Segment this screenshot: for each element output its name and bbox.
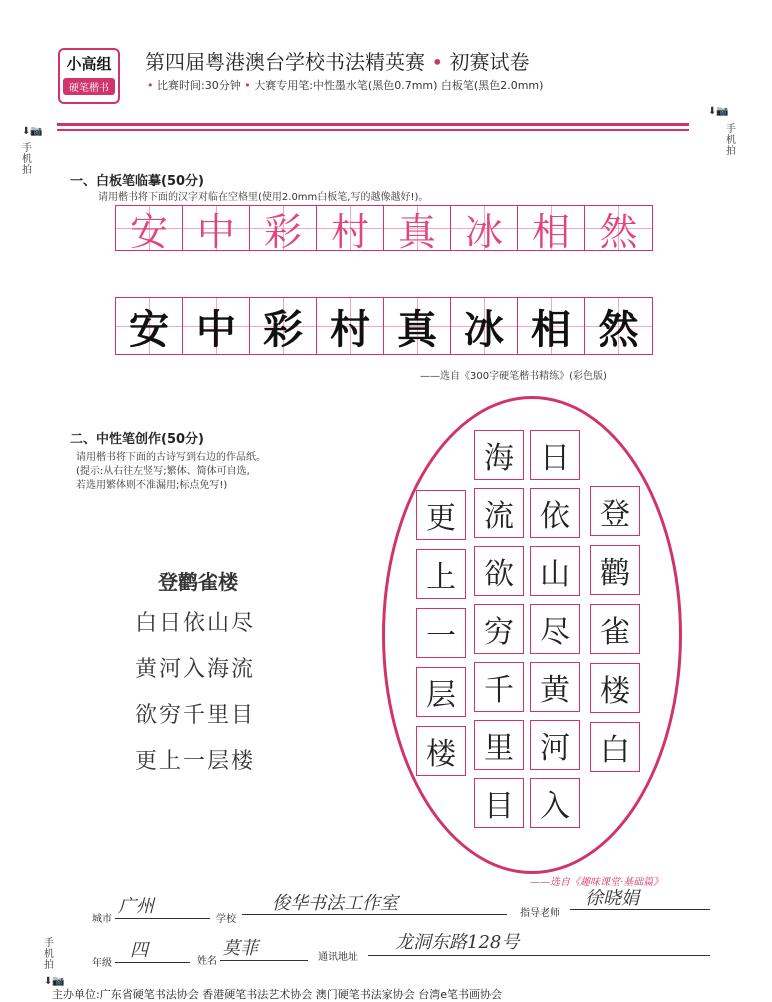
work-char: 楼 [416,726,466,776]
camera-icon: ⬇📷 [708,106,729,117]
model-char: 然 [585,206,652,250]
address-field[interactable]: 龙洞东路128号 [395,932,520,953]
model-char: 真 [384,206,451,250]
name-field[interactable]: 莫菲 [222,938,258,959]
name-underline [220,960,308,961]
section2-source: ——选自《趣味课堂·基础篇》 [530,877,664,888]
work-char: 登 [590,486,640,536]
work-char: 白 [590,722,640,772]
school-label: 学校 [216,914,236,925]
name-label: 姓名 [197,956,217,967]
city-label: 城市 [92,914,112,925]
group-badge [58,48,120,104]
organizer-footer: 主办单位:广东省硬笔书法协会 香港硬笔书法艺术协会 澳门硬笔书法家协会 台湾e笔书画协会 [52,988,502,1001]
title-main: 第四届粤港澳台学校书法精英赛 [145,50,425,74]
grade-label: 年级 [92,958,112,969]
section2-instruction-2: (提示:从右往左竖写;繁体、简体可自选, [76,466,250,477]
work-char: 千 [474,662,524,712]
teacher-label: 指导老师 [520,908,560,919]
work-char: 流 [474,488,524,538]
work-char: 入 [530,778,580,828]
badge-group-label: 小高组 [66,55,112,73]
model-char-grid [115,205,653,254]
section2-instruction-3: 若选用繁体则不准漏用;标点免写!) [76,480,228,491]
work-char: 欲 [474,546,524,596]
work-char: 河 [530,720,580,770]
work-char: 里 [474,720,524,770]
poem-line: 欲穷千里目 [135,703,256,728]
header-rule-thin [57,129,689,131]
school-field[interactable]: 俊华书法工作室 [272,893,398,914]
work-char: 鹳 [590,545,640,595]
written-char: 冰 [451,298,518,354]
page-title [145,46,530,75]
section1-source: ——选自《300字硬笔楷书精练》(彩色版) [420,371,607,382]
model-char: 彩 [250,206,317,250]
model-char: 冰 [451,206,518,250]
model-char: 安 [116,206,183,250]
camera-label-top-right: 手机拍 [726,124,736,157]
work-char: 黄 [530,662,580,712]
written-char: 相 [518,298,585,354]
work-char: 一 [416,608,466,658]
work-char: 日 [530,430,580,480]
title-end: 初赛试卷 [449,50,530,74]
work-char: 尽 [530,604,580,654]
school-underline [242,914,507,915]
teacher-field[interactable]: 徐晓娟 [585,888,639,909]
grade-field[interactable]: 四 [130,940,148,961]
work-char: 上 [416,549,466,599]
work-char: 依 [530,488,580,538]
badge-style-label: 硬笔楷书 [63,78,115,95]
written-char-grid [115,297,653,355]
poem-line: 更上一层楼 [135,749,256,774]
poem-title: 登鹳雀楼 [158,570,238,594]
written-char: 中 [183,298,250,354]
poem-line: 黄河入海流 [135,657,256,682]
camera-label-bottom-left: 手机拍 [44,938,54,971]
grade-underline [115,962,190,963]
section1-instruction: 请用楷书将下面的汉字对临在空格里(使用2.0mm白板笔,写的越像越好!)。 [98,192,429,203]
work-char: 穷 [474,604,524,654]
work-char: 雀 [590,604,640,654]
pen-text: 大赛专用笔:中性墨水笔(黑色0.7mm) 白板笔(黑色2.0mm) [254,79,544,92]
written-char: 安 [116,298,183,354]
bullet-icon: • [147,79,154,92]
written-char: 彩 [250,298,317,354]
bullet-icon: • [244,79,251,92]
model-char: 相 [518,206,585,250]
address-underline [368,955,710,956]
section1-heading: 一、白板笔临摹(50分) [70,174,204,189]
work-char: 楼 [590,663,640,713]
work-char: 目 [474,778,524,828]
work-char: 山 [530,546,580,596]
camera-icon: ⬇📷 [22,126,43,137]
work-char: 更 [416,490,466,540]
section2-instruction-1: 请用楷书将下面的古诗写到右边的作品纸。 [76,452,266,463]
teacher-underline [570,909,710,910]
model-char: 中 [183,206,250,250]
work-char: 层 [416,667,466,717]
poem-line: 白日依山尽 [135,611,256,636]
written-char: 真 [384,298,451,354]
written-char: 然 [585,298,652,354]
camera-icon: ⬇📷 [44,976,65,987]
time-text: 比赛时间:30分钟 [157,79,241,92]
header-rule [57,123,689,126]
city-underline [115,918,210,919]
section2-heading: 二、中性笔创作(50分) [70,432,204,447]
written-char: 村 [317,298,384,354]
exam-subtitle [147,77,543,93]
title-dot: • [431,50,444,74]
work-char: 海 [474,430,524,480]
camera-label-top-left: 手机拍 [22,143,32,176]
model-char: 村 [317,206,384,250]
address-label: 通讯地址 [318,952,358,963]
city-field[interactable]: 广州 [118,896,154,917]
